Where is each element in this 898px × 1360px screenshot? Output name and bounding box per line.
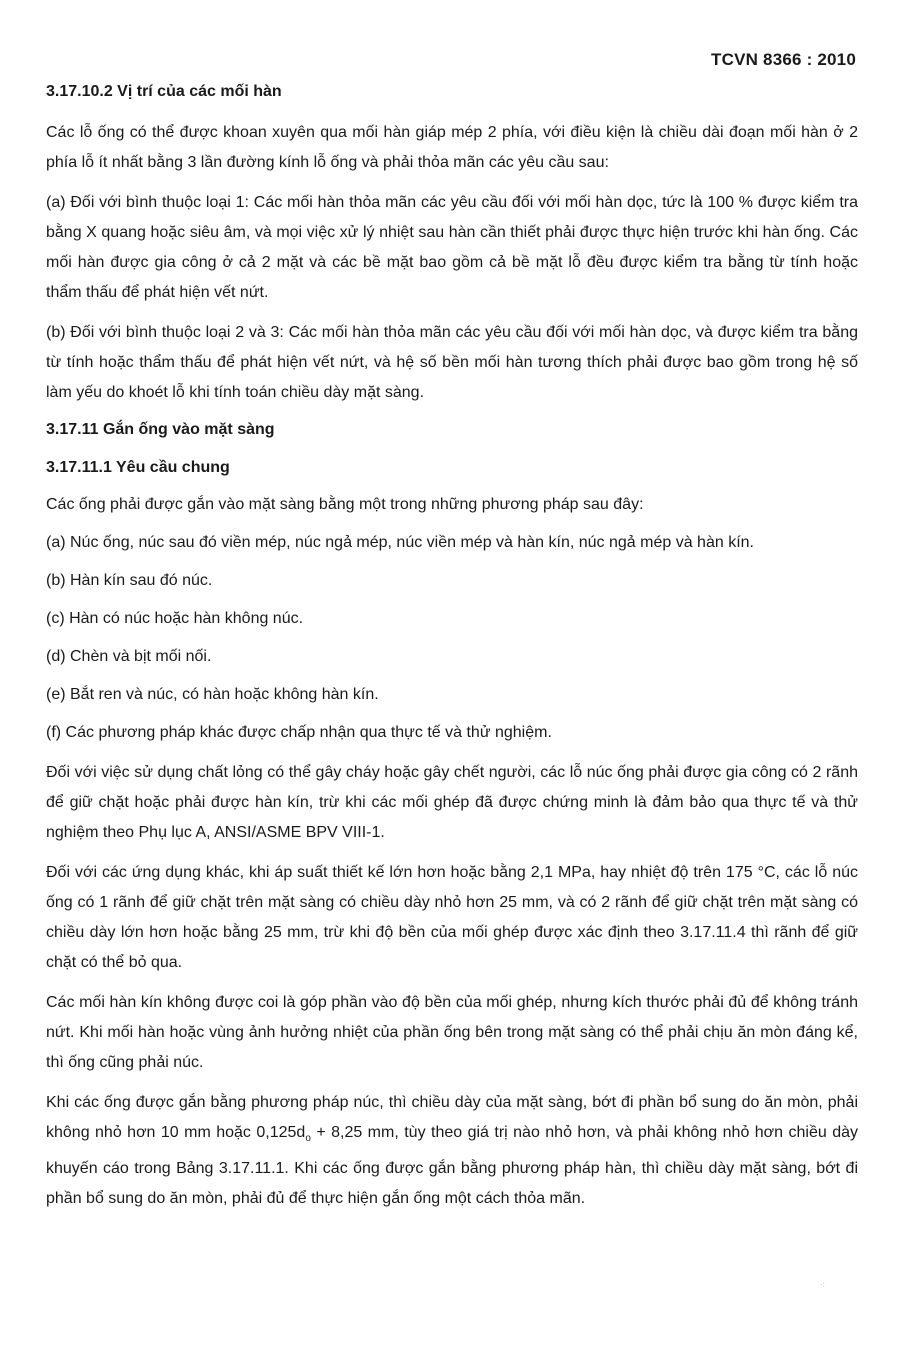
paragraph-tubesheet-thickness — [46, 1088, 858, 1214]
paragraph-seal-welds: Các mối hàn kín không được coi là góp phần vào độ bền của mối ghép, nhưng kích thước phải đủ để không tránh nứt. Khi mối hàn hoặc vùng ảnh hưởng nhiệt của phần ống bên trong mặt sàng có thể phải chịu ăn mòn đáng kể, thì ống cũng phải núc. — [46, 994, 858, 1071]
paragraph-methods-intro: Các ống phải được gắn vào mặt sàng bằng một trong những phương pháp sau đây: — [46, 496, 644, 513]
scan-speck: ·: — [820, 1280, 825, 1289]
paragraph-other-applications: Đối với các ứng dụng khác, khi áp suất thiết kế lớn hơn hoặc bằng 2,1 MPa, hay nhiệt độ trên 175 °C, các lỗ núc ống có 1 rãnh để giữ chặt trên mặt sàng có chiều dày nhỏ hơn 25 mm, và có 2 rãnh để giữ chặt trên mặt sàng có chiều dày lớn hơn hoặc bằng 25 mm, trừ khi độ bền của mối ghép được xác định theo 3.17.11.4 thì rãnh để giữ chặt có thể bỏ qua. — [46, 864, 858, 971]
paragraph-class1-vessels: (a) Đối với bình thuộc loại 1: Các mối hàn thỏa mãn các yêu cầu đối với mối hàn dọc, tức là 100 % được kiểm tra bằng X quang hoặc siêu âm, và mọi việc xử lý nhiệt sau hàn cần thiết phải được thực hiện trước khi hàn ống. Các mối hàn được gia công ở cả 2 mặt và các bề mặt bao gồm cả bề mặt lỗ đều được kiểm tra bằng từ tính hoặc thẩm thấu để phát hiện vết nứt. — [46, 194, 858, 301]
paragraph-flammable-fluids: Đối với việc sử dụng chất lỏng có thể gây cháy hoặc gây chết người, các lỗ núc ống phải được gia công có 2 rãnh để giữ chặt hoặc phải được hàn kín, trừ khi các mối ghép đã được chứng minh là đảm bảo qua thực tế và thử nghiệm theo Phụ lục A, ANSI/ASME BPV VIII-1. — [46, 764, 858, 841]
method-item-f: (f) Các phương pháp khác được chấp nhận qua thực tế và thử nghiệm. — [46, 724, 552, 741]
method-item-b: (b) Hàn kín sau đó núc. — [46, 572, 213, 589]
paragraph-weld-drilling: Các lỗ ống có thể được khoan xuyên qua mối hàn giáp mép 2 phía, với điều kiện là chiều dài đoạn mối hàn ở 2 phía lỗ ít nhất bằng 3 lần đường kính lỗ ống và phải thỏa mãn các yêu cầu sau: — [46, 124, 858, 171]
standard-code: TCVN 8366 : 2010 — [711, 50, 856, 69]
thickness-text-end: + 8,25 mm, tùy theo giá trị nào nhỏ hơn, và phải không nhỏ hơn chiều dày khuyến cáo trong Bảng 3.17.11.1. Khi các ống được gắn bằng phương pháp hàn, thì chiều dày mặt sàng, bớt đi phần bổ sung do ăn mòn, phải đủ để thực hiện gắn ống một cách thỏa mãn. — [46, 1124, 859, 1208]
paragraph-class2-3-vessels: (b) Đối với bình thuộc loại 2 và 3: Các mối hàn thỏa mãn các yêu cầu đối với mối hàn dọc, và được kiểm tra bằng từ tính hoặc thẩm thấu để phát hiện vết nứt, và hệ số bền mối hàn tương thích phải được bao gồm trong hệ số làm yếu do khoét lỗ khi tính toán chiều dày mặt sàng. — [46, 324, 858, 401]
method-item-e: (e) Bắt ren và núc, có hàn hoặc không hàn kín. — [46, 686, 379, 703]
section-heading-3-17-10-2: 3.17.10.2 Vị trí của các mối hàn — [46, 83, 282, 100]
section-heading-3-17-11: 3.17.11 Gắn ống vào mặt sàng — [46, 421, 275, 438]
section-heading-3-17-11-1: 3.17.11.1 Yêu cầu chung — [46, 459, 230, 476]
method-item-c: (c) Hàn có núc hoặc hàn không núc. — [46, 610, 304, 627]
thickness-text-start: Khi các ống được gắn bằng phương pháp núc, thì chiều dày của mặt sàng, bớt đi phần bổ sung do ăn mòn, phải không nhỏ hơn 10 mm hoặc 0,125d — [46, 1094, 858, 1141]
method-item-d: (d) Chèn và bịt mối nối. — [46, 648, 212, 665]
method-item-a: (a) Núc ống, núc sau đó viền mép, núc ngả mép, núc viền mép và hàn kín, núc ngả mép và hàn kín. — [46, 534, 754, 551]
document-body — [46, 80, 858, 1214]
thickness-subscript: o — [305, 1133, 311, 1145]
